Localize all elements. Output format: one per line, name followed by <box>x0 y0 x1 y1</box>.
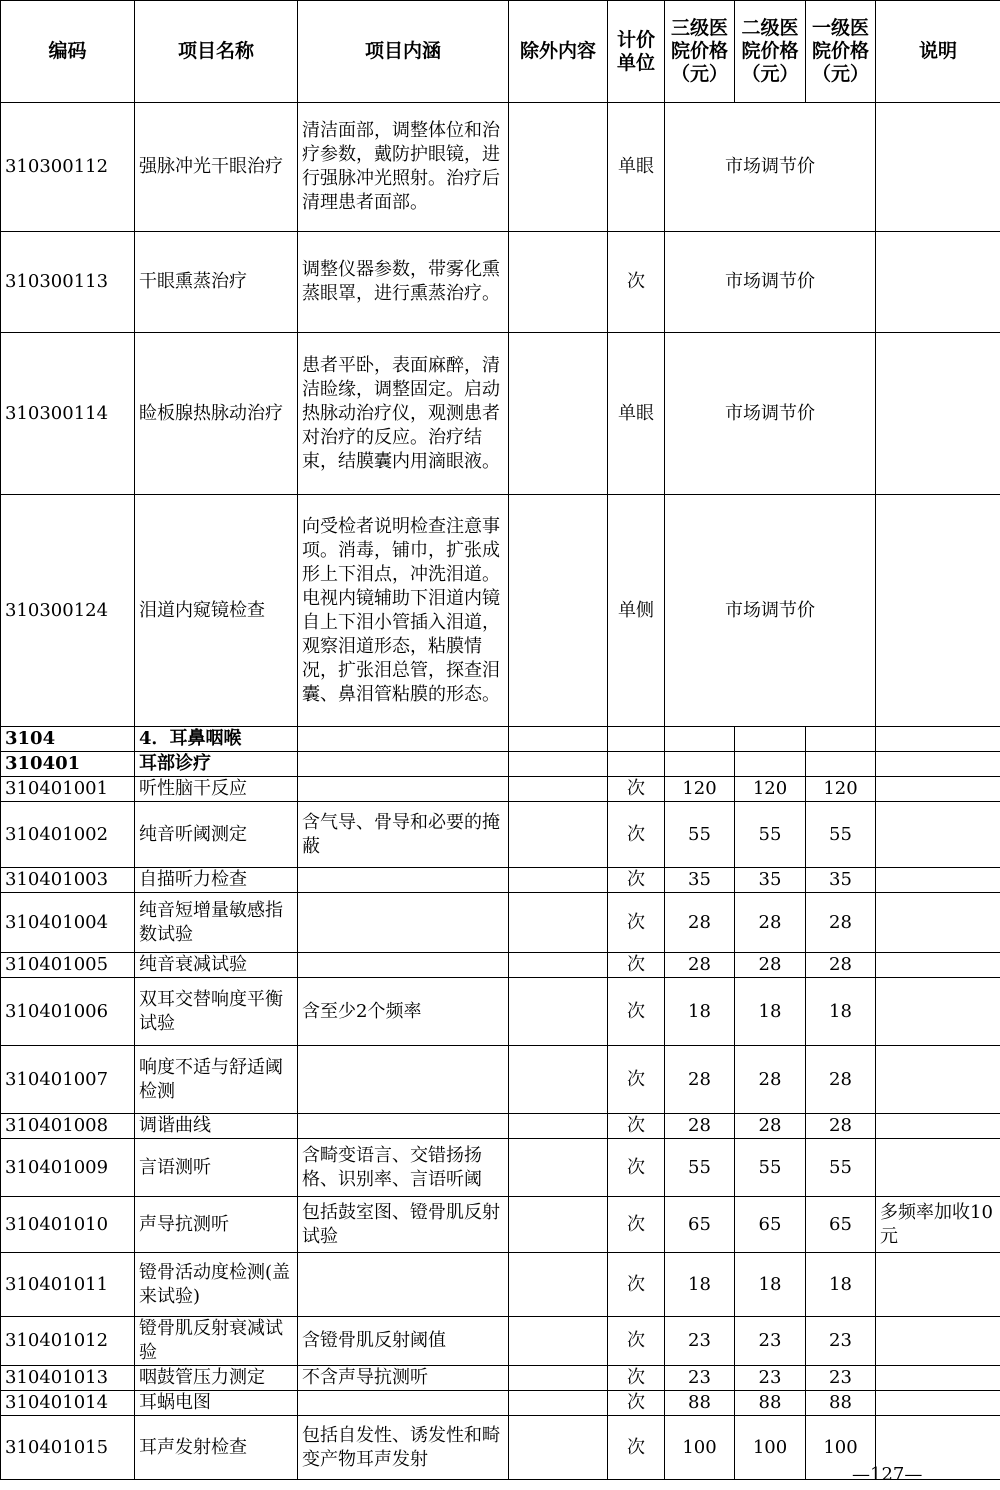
cell-price2 <box>735 752 806 777</box>
table-row <box>1 333 1000 495</box>
cell-price3: 55 <box>665 1139 735 1197</box>
cell-code: 310300113 <box>1 232 135 333</box>
cell-name: 双耳交替响度平衡试验 <box>135 978 298 1046</box>
cell-content <box>298 1391 509 1416</box>
cell-excluded <box>509 893 608 953</box>
cell-content: 向受检者说明检查注意事项。消毒，铺巾，扩张成形上下泪点，冲洗泪道。电视内镜辅助下泪道内镜自上下泪小管插入泪道，观察泪道形态，粘膜情况，扩张泪总管，探查泪囊、鼻泪管粘膜的形态。 <box>298 495 509 727</box>
cell-note <box>876 727 1000 752</box>
cell-content <box>298 953 509 978</box>
cell-unit: 次 <box>608 1197 665 1253</box>
cell-price2: 55 <box>735 802 806 868</box>
cell-name: 4．耳鼻咽喉 <box>135 727 298 752</box>
cell-price3: 28 <box>665 893 735 953</box>
cell-price2: 100 <box>735 1416 806 1480</box>
cell-price3: 88 <box>665 1391 735 1416</box>
cell-note: 多频率加收10元 <box>876 1197 1000 1253</box>
table-row <box>1 868 1000 893</box>
cell-code: 310401003 <box>1 868 135 893</box>
table-row <box>1 495 1000 727</box>
cell-excluded <box>509 1317 608 1366</box>
cell-price1: 28 <box>806 1046 876 1114</box>
cell-unit: 次 <box>608 1139 665 1197</box>
cell-price3: 55 <box>665 802 735 868</box>
cell-note <box>876 893 1000 953</box>
cell-price2: 28 <box>735 953 806 978</box>
cell-excluded <box>509 953 608 978</box>
cell-name: 睑板腺热脉动治疗 <box>135 333 298 495</box>
cell-note <box>876 978 1000 1046</box>
table-row <box>1 802 1000 868</box>
cell-price3: 28 <box>665 953 735 978</box>
cell-excluded <box>509 752 608 777</box>
cell-unit: 次 <box>608 953 665 978</box>
cell-price-merged: 市场调节价 <box>665 232 876 333</box>
table-row <box>1 1197 1000 1253</box>
cell-price1: 65 <box>806 1197 876 1253</box>
cell-price3: 23 <box>665 1366 735 1391</box>
table-row <box>1 1391 1000 1416</box>
cell-code: 310401011 <box>1 1253 135 1317</box>
cell-code: 310401014 <box>1 1391 135 1416</box>
cell-code: 310401006 <box>1 978 135 1046</box>
cell-content <box>298 1253 509 1317</box>
cell-unit: 次 <box>608 1416 665 1480</box>
cell-note <box>876 868 1000 893</box>
cell-price1: 18 <box>806 978 876 1046</box>
table-row <box>1 103 1000 232</box>
cell-excluded <box>509 1139 608 1197</box>
col-header-name: 项目名称 <box>135 1 298 103</box>
cell-price3: 28 <box>665 1046 735 1114</box>
cell-unit: 次 <box>608 1114 665 1139</box>
table-row <box>1 1114 1000 1139</box>
page-number: —127— <box>852 1464 923 1485</box>
cell-price2: 28 <box>735 1046 806 1114</box>
cell-note <box>876 103 1000 232</box>
cell-code: 310401015 <box>1 1416 135 1480</box>
cell-name: 镫骨活动度检测(盖来试验) <box>135 1253 298 1317</box>
cell-note <box>876 232 1000 333</box>
cell-price3: 18 <box>665 1253 735 1317</box>
cell-excluded <box>509 1046 608 1114</box>
cell-content: 不含声导抗测听 <box>298 1366 509 1391</box>
cell-name: 纯音听阈测定 <box>135 802 298 868</box>
cell-price3: 18 <box>665 978 735 1046</box>
cell-price1: 28 <box>806 893 876 953</box>
cell-code: 310401012 <box>1 1317 135 1366</box>
cell-code: 310401008 <box>1 1114 135 1139</box>
cell-excluded <box>509 495 608 727</box>
cell-code: 310300124 <box>1 495 135 727</box>
cell-price-merged: 市场调节价 <box>665 103 876 232</box>
cell-price3 <box>665 727 735 752</box>
col-header-price2: 二级医院价格（元） <box>735 1 806 103</box>
cell-price1: 88 <box>806 1391 876 1416</box>
section-row <box>1 727 1000 752</box>
cell-code: 310300114 <box>1 333 135 495</box>
cell-unit: 次 <box>608 1391 665 1416</box>
cell-unit: 次 <box>608 1046 665 1114</box>
cell-price2: 88 <box>735 1391 806 1416</box>
cell-unit: 单眼 <box>608 103 665 232</box>
col-header-note: 说明 <box>876 1 1000 103</box>
cell-price1: 55 <box>806 1139 876 1197</box>
cell-unit <box>608 752 665 777</box>
cell-note <box>876 495 1000 727</box>
cell-name: 镫骨肌反射衰减试验 <box>135 1317 298 1366</box>
cell-unit: 单眼 <box>608 333 665 495</box>
cell-note <box>876 1046 1000 1114</box>
cell-code: 310401007 <box>1 1046 135 1114</box>
cell-note <box>876 333 1000 495</box>
cell-content: 含气导、骨导和必要的掩蔽 <box>298 802 509 868</box>
cell-price1: 28 <box>806 1114 876 1139</box>
cell-name: 干眼熏蒸治疗 <box>135 232 298 333</box>
cell-code: 310300112 <box>1 103 135 232</box>
cell-unit: 单侧 <box>608 495 665 727</box>
cell-price3: 65 <box>665 1197 735 1253</box>
cell-price1: 23 <box>806 1317 876 1366</box>
cell-name: 强脉冲光干眼治疗 <box>135 103 298 232</box>
table-row <box>1 1139 1000 1197</box>
cell-content <box>298 1114 509 1139</box>
cell-price1: 120 <box>806 777 876 802</box>
cell-name: 咽鼓管压力测定 <box>135 1366 298 1391</box>
cell-price-merged: 市场调节价 <box>665 495 876 727</box>
cell-content: 患者平卧，表面麻醉，清洁睑缘，调整固定。启动热脉动治疗仪，观测患者对治疗的反应。治疗结束，结膜囊内用滴眼液。 <box>298 333 509 495</box>
cell-code: 310401001 <box>1 777 135 802</box>
cell-price3: 100 <box>665 1416 735 1480</box>
cell-note <box>876 1366 1000 1391</box>
cell-excluded <box>509 1366 608 1391</box>
table-row <box>1 978 1000 1046</box>
cell-code: 310401010 <box>1 1197 135 1253</box>
cell-code: 310401013 <box>1 1366 135 1391</box>
cell-price3: 28 <box>665 1114 735 1139</box>
cell-price1: 35 <box>806 868 876 893</box>
cell-price2: 120 <box>735 777 806 802</box>
table-row <box>1 1317 1000 1366</box>
cell-price1 <box>806 727 876 752</box>
cell-unit: 次 <box>608 978 665 1046</box>
cell-excluded <box>509 333 608 495</box>
cell-excluded <box>509 1197 608 1253</box>
cell-price2: 18 <box>735 1253 806 1317</box>
table-row <box>1 1046 1000 1114</box>
cell-price1: 18 <box>806 1253 876 1317</box>
cell-note <box>876 777 1000 802</box>
cell-content: 含镫骨肌反射阈值 <box>298 1317 509 1366</box>
col-header-price3: 三级医院价格（元） <box>665 1 735 103</box>
cell-price3: 23 <box>665 1317 735 1366</box>
cell-price3: 120 <box>665 777 735 802</box>
cell-unit: 次 <box>608 802 665 868</box>
cell-price2: 55 <box>735 1139 806 1197</box>
cell-price-merged: 市场调节价 <box>665 333 876 495</box>
cell-name: 泪道内窥镜检查 <box>135 495 298 727</box>
cell-code: 310401005 <box>1 953 135 978</box>
cell-excluded <box>509 1391 608 1416</box>
cell-excluded <box>509 777 608 802</box>
cell-name: 响度不适与舒适阈检测 <box>135 1046 298 1114</box>
cell-price2: 35 <box>735 868 806 893</box>
cell-content <box>298 868 509 893</box>
cell-name: 听性脑干反应 <box>135 777 298 802</box>
cell-code: 310401 <box>1 752 135 777</box>
section-row <box>1 752 1000 777</box>
cell-unit: 次 <box>608 1366 665 1391</box>
cell-price3: 35 <box>665 868 735 893</box>
cell-code: 310401002 <box>1 802 135 868</box>
cell-content: 调整仪器参数，带雾化熏蒸眼罩，进行熏蒸治疗。 <box>298 232 509 333</box>
cell-price1: 23 <box>806 1366 876 1391</box>
table-row <box>1 893 1000 953</box>
cell-name: 言语测听 <box>135 1139 298 1197</box>
cell-content <box>298 727 509 752</box>
cell-content <box>298 893 509 953</box>
cell-excluded <box>509 868 608 893</box>
cell-price2 <box>735 727 806 752</box>
cell-note <box>876 1139 1000 1197</box>
cell-note <box>876 752 1000 777</box>
cell-name: 调谐曲线 <box>135 1114 298 1139</box>
cell-unit <box>608 727 665 752</box>
table-row <box>1 1253 1000 1317</box>
cell-price2: 18 <box>735 978 806 1046</box>
cell-excluded <box>509 1416 608 1480</box>
table-row <box>1 1416 1000 1480</box>
cell-price1: 100 <box>806 1416 876 1480</box>
cell-name: 耳部诊疗 <box>135 752 298 777</box>
cell-excluded <box>509 1114 608 1139</box>
cell-name: 耳蜗电图 <box>135 1391 298 1416</box>
cell-note <box>876 802 1000 868</box>
cell-name: 自描听力检查 <box>135 868 298 893</box>
cell-price2: 23 <box>735 1366 806 1391</box>
cell-name: 声导抗测听 <box>135 1197 298 1253</box>
cell-price2: 23 <box>735 1317 806 1366</box>
cell-content <box>298 752 509 777</box>
cell-name: 纯音衰减试验 <box>135 953 298 978</box>
cell-note <box>876 1391 1000 1416</box>
cell-excluded <box>509 802 608 868</box>
cell-note <box>876 953 1000 978</box>
col-header-content: 项目内涵 <box>298 1 509 103</box>
cell-excluded <box>509 727 608 752</box>
cell-unit: 次 <box>608 777 665 802</box>
cell-content <box>298 1046 509 1114</box>
table-row <box>1 777 1000 802</box>
cell-unit: 次 <box>608 868 665 893</box>
table-row <box>1 1366 1000 1391</box>
header-row <box>1 1 1000 103</box>
col-header-excluded: 除外内容 <box>509 1 608 103</box>
cell-excluded <box>509 978 608 1046</box>
table-row <box>1 232 1000 333</box>
cell-note <box>876 1317 1000 1366</box>
cell-price2: 28 <box>735 1114 806 1139</box>
cell-note <box>876 1114 1000 1139</box>
cell-price2: 65 <box>735 1197 806 1253</box>
col-header-price1: 一级医院价格（元） <box>806 1 876 103</box>
cell-code: 310401004 <box>1 893 135 953</box>
cell-price1 <box>806 752 876 777</box>
cell-content <box>298 777 509 802</box>
cell-note <box>876 1253 1000 1317</box>
cell-code: 3104 <box>1 727 135 752</box>
cell-unit: 次 <box>608 232 665 333</box>
cell-price2: 28 <box>735 893 806 953</box>
cell-content: 含畸变语言、交错扬扬格、识别率、言语听阈 <box>298 1139 509 1197</box>
cell-excluded <box>509 103 608 232</box>
cell-unit: 次 <box>608 1317 665 1366</box>
cell-unit: 次 <box>608 893 665 953</box>
col-header-code: 编码 <box>1 1 135 103</box>
cell-content: 清洁面部，调整体位和治疗参数，戴防护眼镜，进行强脉冲光照射。治疗后清理患者面部。 <box>298 103 509 232</box>
table-row <box>1 953 1000 978</box>
cell-content: 含至少2个频率 <box>298 978 509 1046</box>
cell-name: 耳声发射检查 <box>135 1416 298 1480</box>
cell-content: 包括自发性、诱发性和畸变产物耳声发射 <box>298 1416 509 1480</box>
cell-price1: 28 <box>806 953 876 978</box>
cell-price1: 55 <box>806 802 876 868</box>
cell-excluded <box>509 232 608 333</box>
cell-price3 <box>665 752 735 777</box>
cell-code: 310401009 <box>1 1139 135 1197</box>
cell-content: 包括鼓室图、镫骨肌反射试验 <box>298 1197 509 1253</box>
col-header-unit: 计价单位 <box>608 1 665 103</box>
cell-excluded <box>509 1253 608 1317</box>
cell-name: 纯音短增量敏感指数试验 <box>135 893 298 953</box>
cell-unit: 次 <box>608 1253 665 1317</box>
